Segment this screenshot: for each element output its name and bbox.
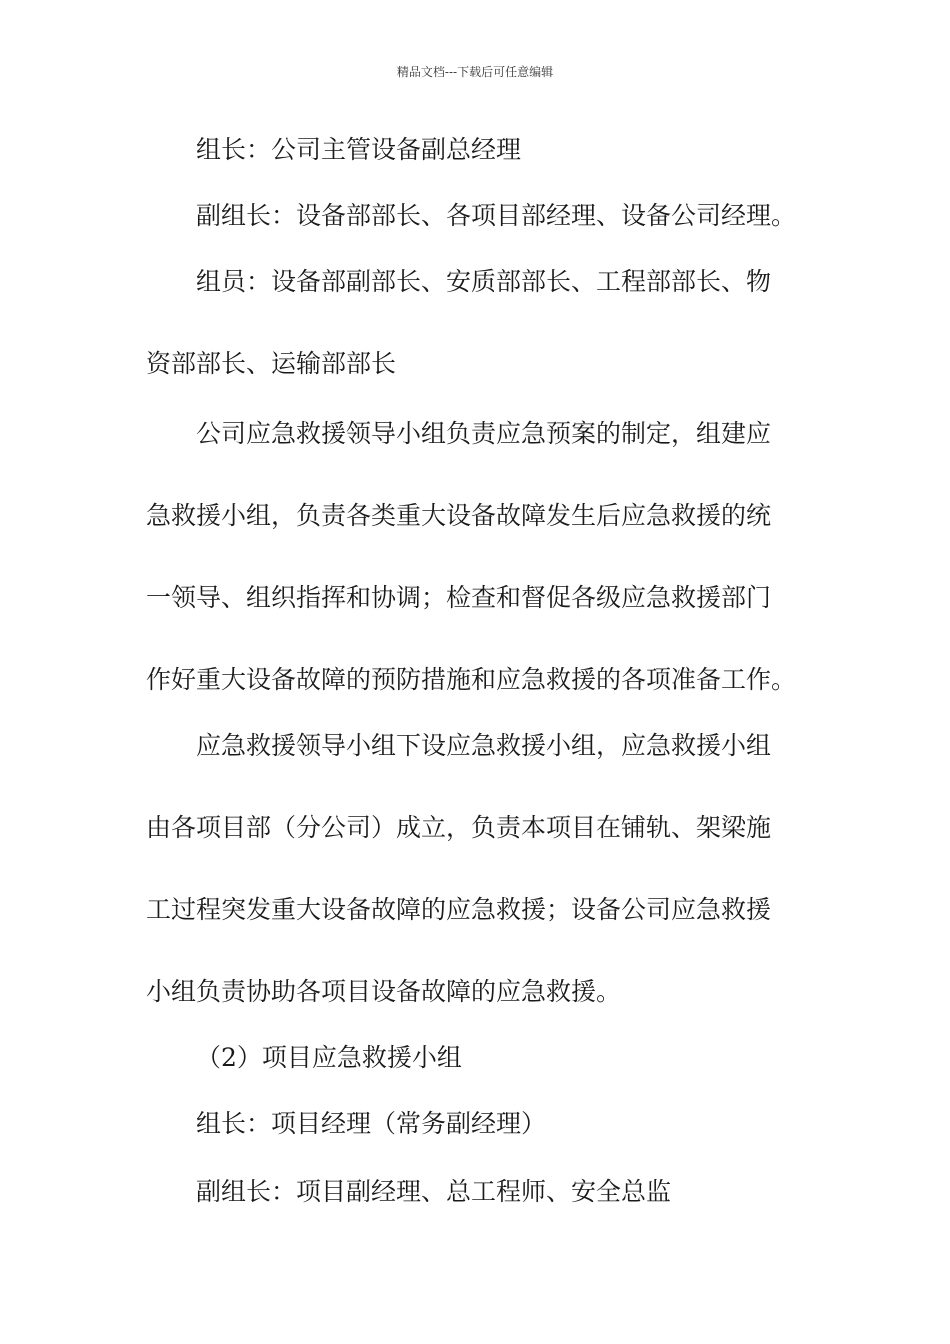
deputy-leader-line: 副组长：设备部部长、各项目部经理、设备公司经理。 bbox=[196, 201, 797, 230]
paragraph-1-line-3: 一领导、组织指挥和协调；检查和督促各级应急救援部门 bbox=[146, 583, 772, 612]
paragraph-1-line-1: 公司应急救援领导小组负责应急预案的制定，组建应 bbox=[196, 419, 772, 448]
paragraph-1-line-2: 急救援小组，负责各类重大设备故障发生后应急救援的统 bbox=[146, 501, 772, 530]
team-leader-line: 组长：公司主管设备副总经理 bbox=[196, 135, 522, 164]
page-header: 精品文档---下载后可任意编辑 bbox=[396, 65, 554, 79]
project-deputy-leader-line: 副组长：项目副经理、总工程师、安全总监 bbox=[196, 1177, 672, 1206]
section-heading-project-team: （2）项目应急救援小组 bbox=[196, 1043, 462, 1072]
project-leader-line: 组长：项目经理（常务副经理） bbox=[196, 1109, 547, 1138]
paragraph-2-line-2: 由各项目部（分公司）成立，负责本项目在铺轨、架梁施 bbox=[146, 813, 772, 842]
members-line: 组员：设备部副部长、安质部部长、工程部部长、物 bbox=[196, 267, 772, 296]
paragraph-1-line-4: 作好重大设备故障的预防措施和应急救援的各项准备工作。 bbox=[146, 665, 797, 694]
paragraph-2-line-1: 应急救援领导小组下设应急救援小组，应急救援小组 bbox=[196, 731, 772, 760]
paragraph-2-line-3: 工过程突发重大设备故障的应急救援；设备公司应急救援 bbox=[146, 895, 772, 924]
paragraph-2-line-4: 小组负责协助各项目设备故障的应急救援。 bbox=[146, 977, 622, 1006]
members-line-continued: 资部部长、运输部部长 bbox=[146, 349, 397, 378]
